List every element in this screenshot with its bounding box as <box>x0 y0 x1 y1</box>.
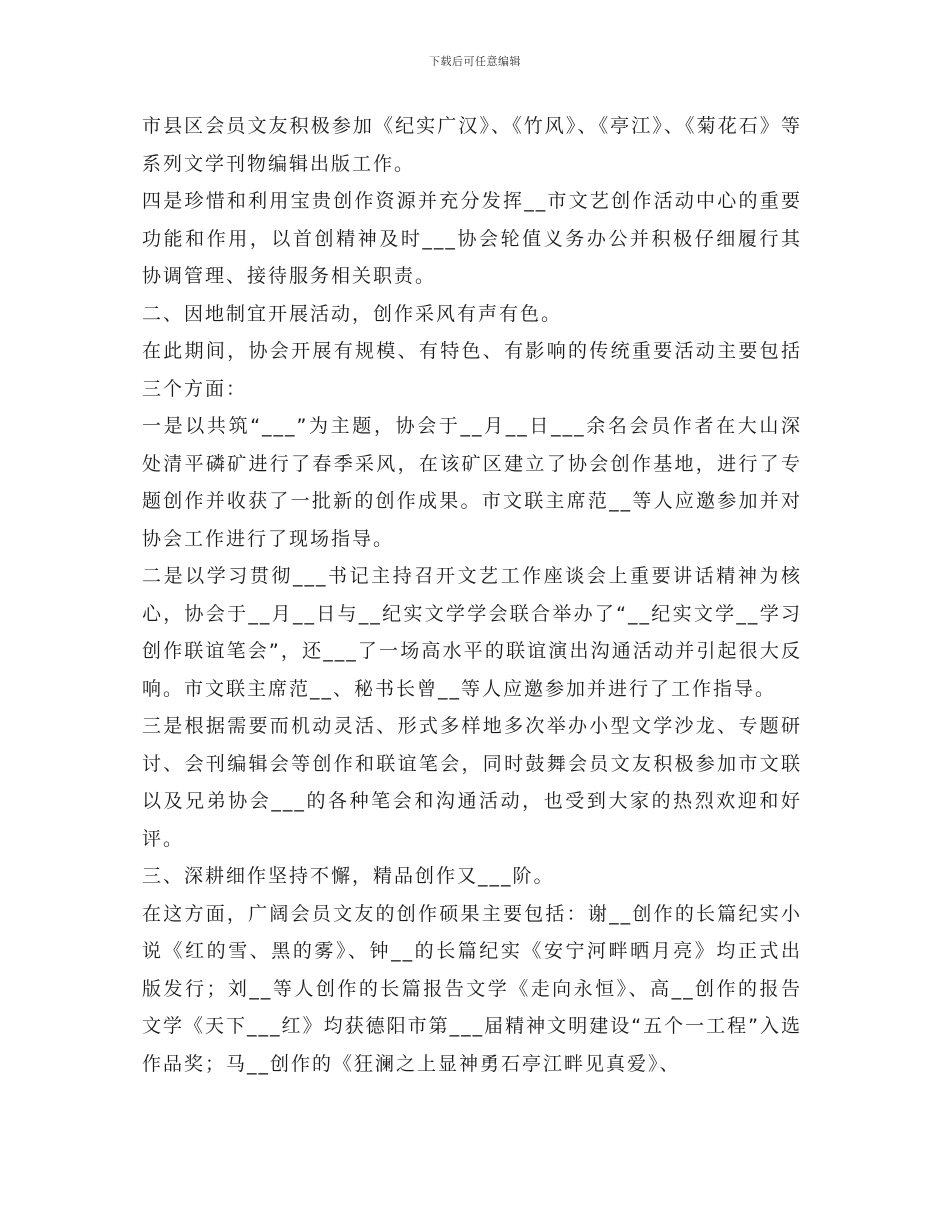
section-heading: 三、深耕细作坚持不懈，精品创作又___阶。 <box>142 865 555 887</box>
paragraph: 二是以学习贯彻___书记主持召开文艺工作座谈会上重要讲话精神为核心，协会于__月__日与__纪实文学学会联合举办了“__纪实文学__学习创作联谊笔会”，还___了一场高水平的联谊演出沟通活动并引起很大反响。市文联主席范__、秘书长曾__等人应邀参加并进行了工作指导。 <box>142 565 802 700</box>
paragraph: 在此期间，协会开展有规模、有特色、有影响的传统重要活动主要包括三个方面： <box>142 340 802 400</box>
paragraph: 四是珍惜和利用宝贵创作资源并充分发挥__市文艺创作活动中心的重要功能和作用，以首创精神及时___协会轮值义务办公并积极仔细履行其协调管理、接待服务相关职责。 <box>142 190 802 287</box>
paragraph: 在这方面，广阔会员文友的创作硕果主要包括：谢__创作的长篇纪实小说《红的雪、黑的雾》、钟__的长篇纪实《安宁河畔晒月亮》均正式出版发行；刘__等人创作的长篇报告文学《走向永恒》、高__创作的报告文学《天下___红》均获德阳市第___届精神文明建设“五个一工程”入选作品奖；马__创作的《狂澜之上显神勇石亭江畔见真爱》、 <box>142 902 802 1075</box>
document-body <box>142 108 802 1083</box>
paragraph: 一是以共筑“___”为主题，协会于__月__日___余名会员作者在大山深处清平磷矿进行了春季采风，在该矿区建立了协会创作基地，进行了专题创作并收获了一批新的创作成果。市文联主席范__等人应邀参加并对协会工作进行了现场指导。 <box>142 415 802 550</box>
section-heading: 二、因地制宜开展活动，创作采风有声有色。 <box>142 302 563 325</box>
page-header: 下载后可任意编辑 <box>429 55 521 68</box>
paragraph: 三是根据需要而机动灵活、形式多样地多次举办小型文学沙龙、专题研讨、会刊编辑会等创作和联谊笔会，同时鼓舞会员文友积极参加市文联以及兄弟协会___的各种笔会和沟通活动，也受到大家的热烈欢迎和好评。 <box>142 715 802 850</box>
paragraph: 市县区会员文友积极参加《纪实广汉》、《竹风》、《亭江》、《菊花石》等系列文学刊物编辑出版工作。 <box>142 115 802 175</box>
